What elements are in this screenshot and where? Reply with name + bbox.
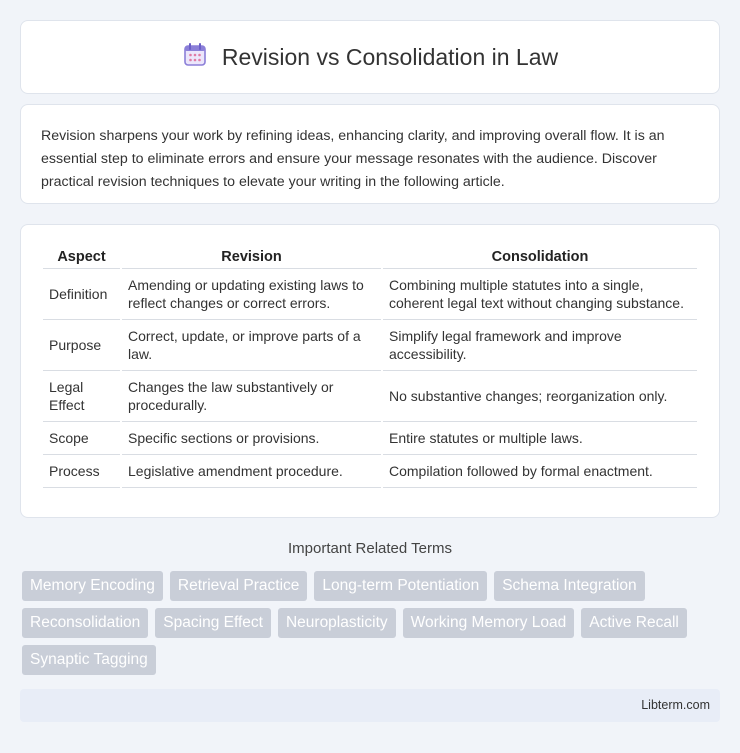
related-terms-list: [22, 571, 722, 675]
title-card: [20, 20, 720, 94]
cell-revision: Legislative amendment procedure.: [121, 455, 382, 488]
cell-revision: Amending or updating existing laws to reflect changes or correct errors.: [121, 269, 382, 320]
cell-aspect: Definition: [43, 269, 121, 320]
term-tag[interactable]: Synaptic Tagging: [22, 645, 156, 675]
header-consolidation: Consolidation: [382, 245, 697, 269]
cell-consolidation: Combining multiple statutes into a single, coherent legal text without changing substance.: [382, 269, 697, 320]
header-aspect: Aspect: [43, 245, 121, 269]
table-row: [43, 320, 697, 371]
intro-card: [20, 104, 720, 204]
related-terms-heading: Important Related Terms: [288, 540, 452, 557]
cell-revision: Specific sections or provisions.: [121, 422, 382, 455]
term-tag[interactable]: Memory Encoding: [22, 571, 163, 601]
term-tag[interactable]: Spacing Effect: [155, 608, 271, 638]
table-row: [43, 422, 697, 455]
cell-consolidation: Entire statutes or multiple laws.: [382, 422, 697, 455]
term-tag[interactable]: Neuroplasticity: [278, 608, 396, 638]
cell-consolidation: Simplify legal framework and improve accessibility.: [382, 320, 697, 371]
table-row: [43, 371, 697, 422]
calendar-icon: [182, 42, 208, 73]
intro-text: Revision sharpens your work by refining ideas, enhancing clarity, and improving overall flow. It is an essential step to eliminate errors and ensure your message resonates with the audience. Discover practical revision techniques to elevate your writing in the following article.: [41, 128, 665, 190]
footer: [20, 689, 720, 722]
term-tag[interactable]: Retrieval Practice: [170, 571, 307, 601]
comparison-table: [43, 245, 697, 488]
term-tag[interactable]: Working Memory Load: [403, 608, 575, 638]
term-tag[interactable]: Active Recall: [581, 608, 687, 638]
table-header-row: [43, 245, 697, 269]
cell-aspect: Process: [43, 455, 121, 488]
cell-aspect: Scope: [43, 422, 121, 455]
table-row: [43, 269, 697, 320]
term-tag[interactable]: Long-term Potentiation: [314, 571, 487, 601]
cell-revision: Changes the law substantively or procedurally.: [121, 371, 382, 422]
header-revision: Revision: [121, 245, 382, 269]
cell-revision: Correct, update, or improve parts of a law.: [121, 320, 382, 371]
cell-consolidation: No substantive changes; reorganization only.: [382, 371, 697, 422]
term-tag[interactable]: Reconsolidation: [22, 608, 148, 638]
term-tag[interactable]: Schema Integration: [494, 571, 644, 601]
footer-link[interactable]: Libterm.com: [641, 698, 710, 712]
page-title: Revision vs Consolidation in Law: [221, 43, 559, 70]
cell-aspect: Legal Effect: [43, 371, 121, 422]
comparison-table-card: [20, 224, 720, 518]
table-row: [43, 455, 697, 488]
cell-consolidation: Compilation followed by formal enactment.: [382, 455, 697, 488]
cell-aspect: Purpose: [43, 320, 121, 371]
